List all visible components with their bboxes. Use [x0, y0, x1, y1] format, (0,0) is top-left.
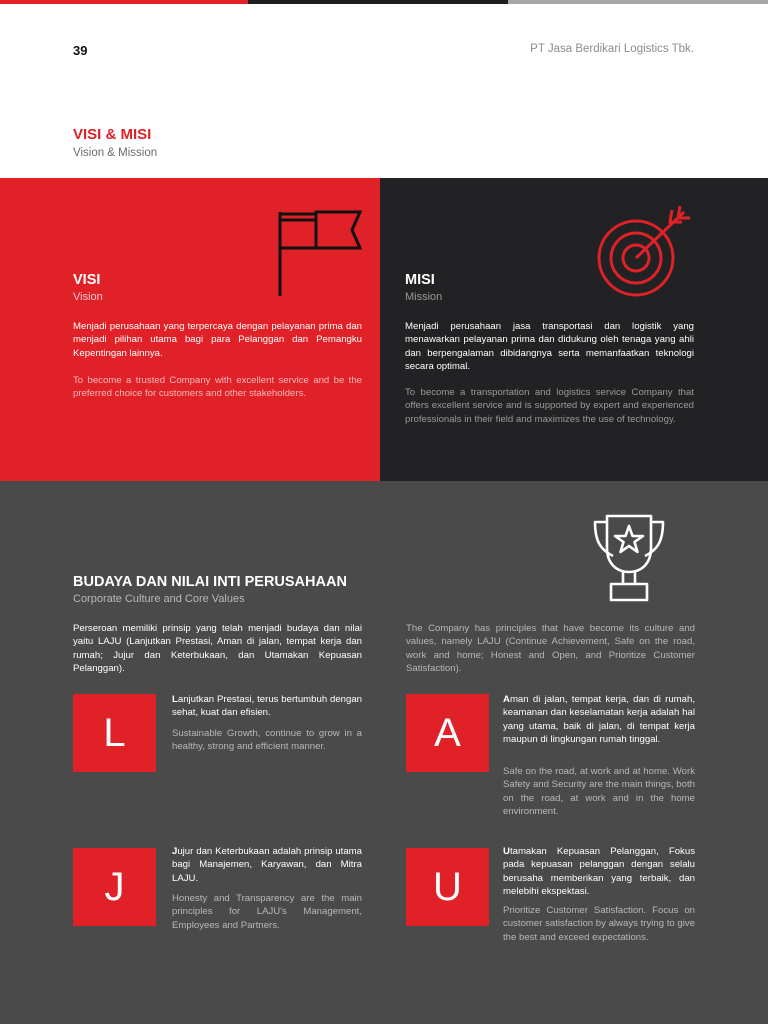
value-text-id [503, 845, 695, 898]
top-bar-grey-segment [508, 0, 768, 4]
culture-intro-id: Perseroan memiliki prinsip yang telah menjadi budaya dan nilai yaitu LAJU (Lanjutkan Prestasi, Aman di jalan, tempat kerja dan rumah; Jujur dan Keterbukaan, dan Utamakan Kepuasan Pelanggan). [73, 623, 362, 674]
company-name: PT Jasa Berdikari Logistics Tbk. [530, 43, 694, 55]
mission-text-en: To become a transportation and logistics service Company that offers excellent service and is supported by expert and experienced professionals in their field and maximizes the use of technology. [405, 387, 694, 425]
flag-icon [276, 208, 364, 298]
value-text-id [172, 845, 362, 885]
value-letter-box [406, 848, 489, 926]
mission-title: MISI [405, 272, 435, 288]
value-text-id [503, 693, 695, 746]
top-color-bar [0, 0, 768, 4]
value-letter: A [434, 710, 461, 755]
mission-text-id: Menjadi perusahaan jasa transportasi dan logistik yang menawarkan pelayanan prima dan didukung oleh tenaga yang ahli dan berpengalaman dibidangnya serta memanfaatkan teknologi secara optimal. [405, 321, 694, 372]
value-initial: L [172, 694, 178, 705]
value-letter-box [73, 848, 156, 926]
value-text-en: Safe on the road, at work and at home. Work Safety and Security are the main things, both on the road, at work and in the home environment. [503, 766, 695, 817]
value-initial: A [503, 694, 510, 705]
culture-subtitle: Corporate Culture and Core Values [73, 593, 245, 605]
culture-panel [0, 481, 768, 1024]
top-bar-black-segment [248, 0, 508, 4]
value-text-body: ujur dan Keterbukaan adalah prinsip utama bagi Manajemen, Karyawan, dan Mitra LAJU. [172, 846, 362, 884]
value-letter-box [406, 694, 489, 772]
value-letter-box [73, 694, 156, 772]
mission-panel [380, 178, 768, 481]
value-initial: J [172, 846, 178, 857]
target-icon [596, 204, 696, 300]
mission-subtitle: Mission [405, 291, 443, 303]
value-initial: U [503, 846, 510, 857]
value-text-en: Prioritize Customer Satisfaction. Focus on customer satisfaction by always trying to give the best and exceed expectations. [503, 905, 695, 943]
value-text-body: tamakan Kepuasan Pelanggan, Fokus pada kepuasan pelanggan dengan selalu berusaha memberikan yang terbaik, dan melebihi ekspektasi. [503, 846, 695, 897]
value-letter: U [433, 864, 462, 909]
culture-intro-en: The Company has principles that have become its culture and values, namely LAJU (Continue Achievement, Safe on the road, work and home; Honest and Open, and Prioritize Customer Satisfaction). [406, 623, 695, 674]
vision-subtitle: Vision [73, 291, 103, 303]
page-number: 39 [73, 43, 88, 58]
value-text-en: Honesty and Transparency are the main principles for LAJU's Management, Employees and Partners. [172, 893, 362, 931]
vision-title: VISI [73, 272, 101, 288]
top-bar-red-segment [0, 0, 248, 4]
value-text-body: man di jalan, tempat kerja, dan di rumah, keamanan dan keselamatan kerja adalah hal yang utama, baik di jalan, di tempat kerja maupun di lingkungan rumah tinggal. [503, 694, 695, 745]
vision-text-en: To become a trusted Company with excellent service and be the preferred choice for customers and other stakeholders. [73, 375, 362, 400]
value-letter: J [104, 864, 125, 909]
section-subtitle: Vision & Mission [73, 147, 158, 159]
section-title: VISI & MISI [73, 126, 152, 143]
trophy-icon [591, 512, 667, 604]
value-text-body: anjutkan Prestasi, terus bertumbuh dengan sehat, kuat dan efisien. [172, 694, 362, 719]
value-text-id [172, 693, 362, 720]
culture-title: BUDAYA DAN NILAI INTI PERUSAHAAN [73, 574, 347, 590]
value-text-en: Sustainable Growth, continue to grow in a healthy, strong and efficient manner. [172, 728, 362, 753]
vision-panel [0, 178, 380, 481]
vision-text-id: Menjadi perusahaan yang terpercaya dengan pelayanan prima dan menjadi pilihan utama bagi para Pelanggan dan Pemangku Kepentingan lainnya. [73, 321, 362, 359]
value-letter: L [103, 710, 126, 755]
